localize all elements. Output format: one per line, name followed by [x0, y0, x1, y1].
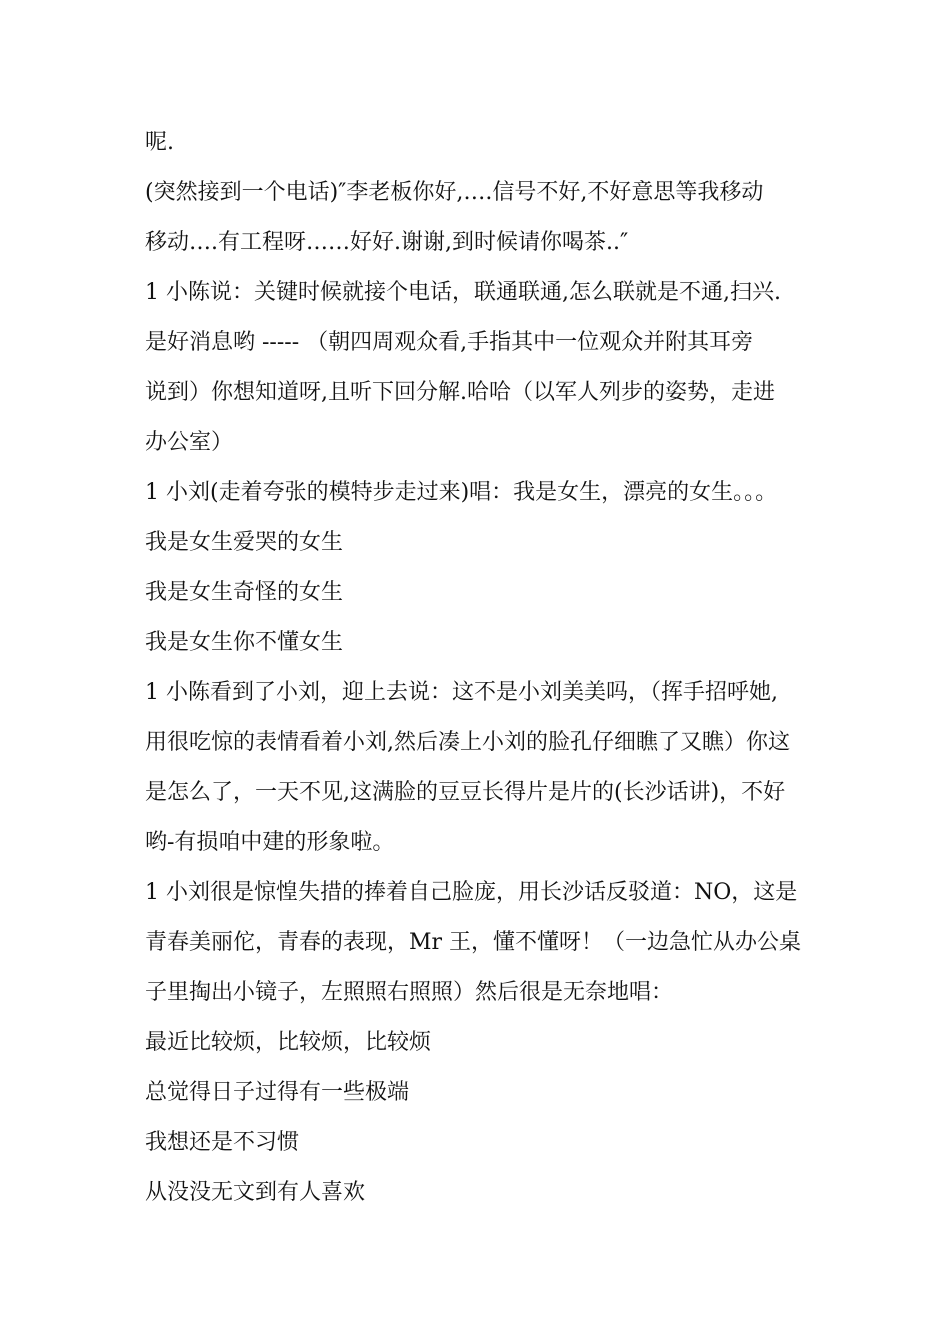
text-line: 用很吃惊的表情看着小刘,然后凑上小刘的脸孔仔细瞧了又瞧）你这 — [145, 730, 790, 755]
text-line: 我是女生你不懂女生 — [145, 630, 344, 655]
text-line: 我是女生爱哭的女生 — [145, 530, 344, 555]
text-line: 1 小刘很是惊惶失措的捧着自己脸庞，用长沙话反驳道：NO，这是 — [145, 880, 798, 905]
text-line: 青春美丽佗，青春的表现，Mr 王，懂不懂呀！（一边急忙从办公桌 — [145, 930, 802, 955]
text-line: 总觉得日子过得有一些极端 — [145, 1080, 410, 1105]
text-line: 呢. — [145, 130, 174, 155]
text-line: 移动….有工程呀……好好.谢谢,到时候请你喝茶..″ — [145, 230, 629, 255]
text-line: 哟-有损咱中建的形象啦。 — [145, 830, 395, 855]
text-line: (突然接到一个电话)″李老板你好,….信号不好,不好意思等我移动 — [145, 180, 764, 205]
text-line: 1 小陈看到了小刘，迎上去说：这不是小刘美美吗，（挥手招呼她, — [145, 680, 778, 705]
text-line: 1 小陈说：关键时候就接个电话，联通联通,怎么联就是不通,扫兴. — [145, 280, 781, 305]
text-line: 说到）你想知道呀,且听下回分解.哈哈（以军人列步的姿势，走进 — [145, 380, 775, 405]
document-body — [145, 118, 810, 1218]
text-line: 从没没无文到有人喜欢 — [145, 1180, 366, 1205]
text-line: 子里掏出小镜子，左照照右照照）然后很是无奈地唱： — [145, 980, 674, 1005]
text-line: 办公室） — [145, 430, 234, 455]
text-line: 我是女生奇怪的女生 — [145, 580, 344, 605]
text-line: 最近比较烦，比较烦，比较烦 — [145, 1030, 432, 1055]
text-line: 1 小刘(走着夸张的模特步走过来)唱：我是女生，漂亮的女生。。。 — [145, 480, 778, 505]
text-line: 是怎么了，一天不见,这满脸的豆豆长得片是片的(长沙话讲)，不好 — [145, 780, 786, 805]
text-line: 是好消息哟 ----- （朝四周观众看,手指其中一位观众并附其耳旁 — [145, 330, 754, 355]
text-line: 我想还是不习惯 — [145, 1130, 300, 1155]
